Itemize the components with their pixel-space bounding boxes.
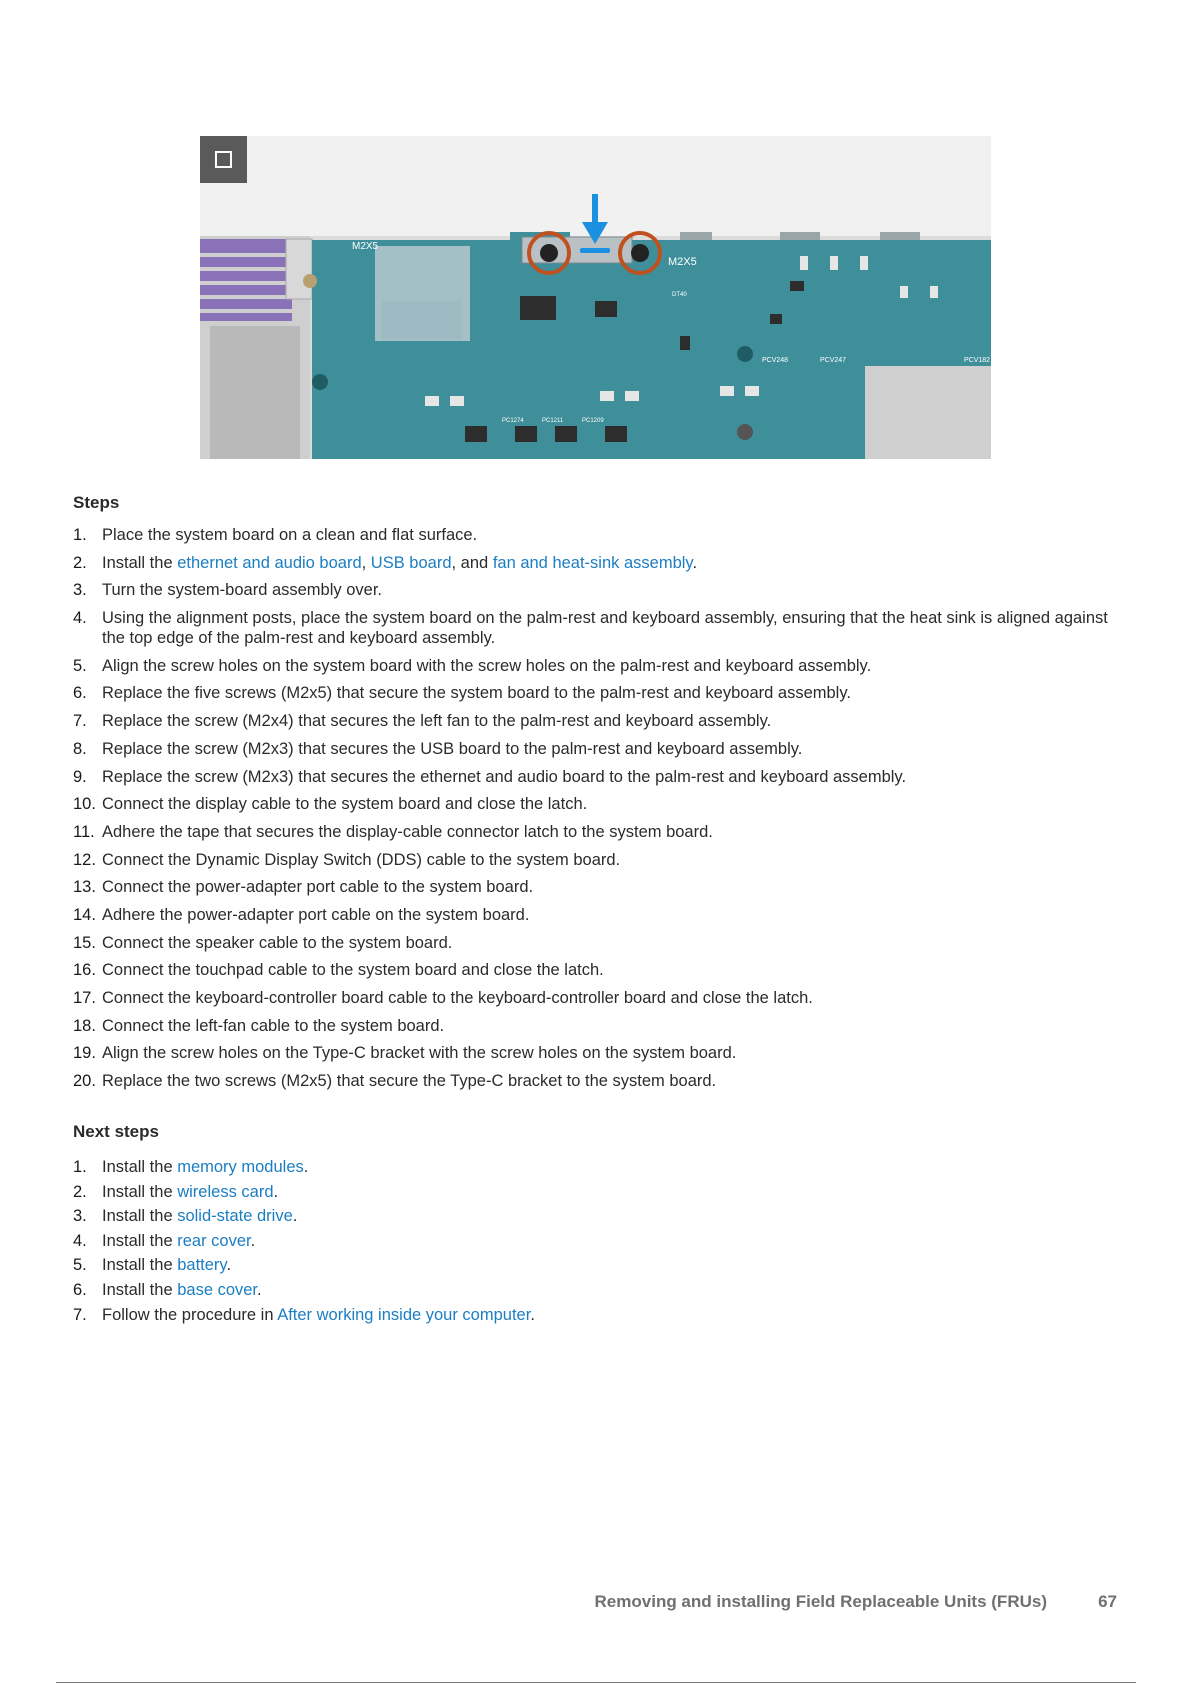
steps-heading: Steps (73, 493, 120, 512)
component-label: PC1274 (502, 418, 524, 424)
list-item: 20. Replace the two screws (M2x5) that secure the Type-C bracket to the system board. (73, 1072, 717, 1091)
list-item: 7. Replace the screw (M2x4) that secures the left fan to the palm-rest and keyboard assembly. (73, 712, 772, 731)
list-item: 11. Adhere the tape that secures the display-cable connector latch to the system board. (73, 822, 713, 841)
list-item: 13. Connect the power-adapter port cable to the system board. (73, 878, 534, 897)
list-item: 5. Install the battery. (73, 1256, 232, 1275)
list-item: 15. Connect the speaker cable to the system board. (73, 933, 453, 952)
component-label: PCV247 (820, 357, 847, 364)
list-item: 4. Using the alignment posts, place the system board on the palm-rest and keyboard assembly, ensuring that the heat sink is aligned against the top edge of the palm-rest and keyboard assembly. (73, 609, 1108, 648)
next-steps-heading: Next steps (73, 1122, 159, 1141)
component-label: PCV248 (762, 357, 789, 364)
link-memory-modules[interactable]: memory modules (177, 1158, 304, 1176)
keyboard-ribbon (200, 239, 292, 321)
footer-divider (56, 1682, 1136, 1683)
list-item: 3. Turn the system-board assembly over. (73, 581, 383, 600)
step-marker-icon (200, 136, 247, 183)
link-after-working-inside[interactable]: After working inside your computer (277, 1305, 531, 1324)
steps-list (73, 525, 1108, 1099)
board-label-left: M2X5 (352, 241, 379, 252)
list-item: 4. Install the rear cover. (73, 1231, 256, 1250)
list-item: 16. Connect the touchpad cable to the system board and close the latch. (73, 961, 604, 980)
page-footer (0, 1592, 1191, 1614)
link-battery[interactable]: battery (177, 1256, 227, 1275)
board-drawing (200, 136, 991, 459)
list-item: 9. Replace the screw (M2x3) that secures the ethernet and audio board to the palm-rest and keyboard assembly. (73, 767, 907, 786)
list-item: 1. Place the system board on a clean and flat surface. (73, 526, 478, 544)
next-steps-list (73, 1157, 1108, 1329)
component-label: PC1211 (542, 418, 564, 424)
list-item: 6. Install the base cover. (73, 1280, 262, 1299)
component-label: PC1209 (582, 418, 604, 424)
link-fan-heat-sink[interactable]: fan and heat-sink assembly (492, 553, 693, 572)
link-wireless-card[interactable]: wireless card (177, 1182, 274, 1201)
list-item: 2. Install the ethernet and audio board, USB board, and fan and heat-sink assembly. (73, 553, 698, 572)
list-item: 3. Install the solid-state drive. (73, 1207, 298, 1226)
list-item: 14. Adhere the power-adapter port cable on the system board. (73, 905, 530, 924)
link-ethernet-audio-board[interactable]: ethernet and audio board (177, 553, 362, 572)
component-label: PCV182 (964, 357, 991, 364)
list-item: 8. Replace the screw (M2x3) that secures the USB board to the palm-rest and keyboard assembly. (73, 739, 803, 758)
list-item: 2. Install the wireless card. (73, 1182, 279, 1201)
link-base-cover[interactable]: base cover (177, 1280, 258, 1299)
link-solid-state-drive[interactable]: solid-state drive (177, 1207, 293, 1226)
list-item: 12. Connect the Dynamic Display Switch (DDS) cable to the system board. (73, 850, 621, 869)
system-board-illustration (200, 136, 991, 459)
list-item: 19. Align the screw holes on the Type-C bracket with the screw holes on the system board. (73, 1044, 737, 1063)
list-item: 1. Install the memory modules. (73, 1158, 309, 1176)
link-usb-board[interactable]: USB board (370, 553, 452, 572)
list-item: 18. Connect the left-fan cable to the system board. (73, 1016, 445, 1035)
footer-chapter-title: Removing and installing Field Replaceable Units (FRUs) (594, 1592, 1047, 1611)
list-item: 5. Align the screw holes on the system board with the screw holes on the palm-rest and keyboard assembly. (73, 656, 872, 675)
board-label-right: M2X5 (668, 256, 697, 268)
list-item: 10. Connect the display cable to the system board and close the latch. (73, 795, 588, 814)
list-item: 17. Connect the keyboard-controller board cable to the keyboard-controller board and close the latch. (73, 989, 813, 1007)
component-label: DT40 (672, 292, 687, 298)
list-item: 7. Follow the procedure in After working inside your computer. (73, 1305, 535, 1324)
page-number: 67 (1098, 1592, 1117, 1611)
link-rear-cover[interactable]: rear cover (177, 1231, 251, 1250)
list-item: 6. Replace the five screws (M2x5) that secure the system board to the palm-rest and keyboard assembly. (73, 684, 851, 703)
